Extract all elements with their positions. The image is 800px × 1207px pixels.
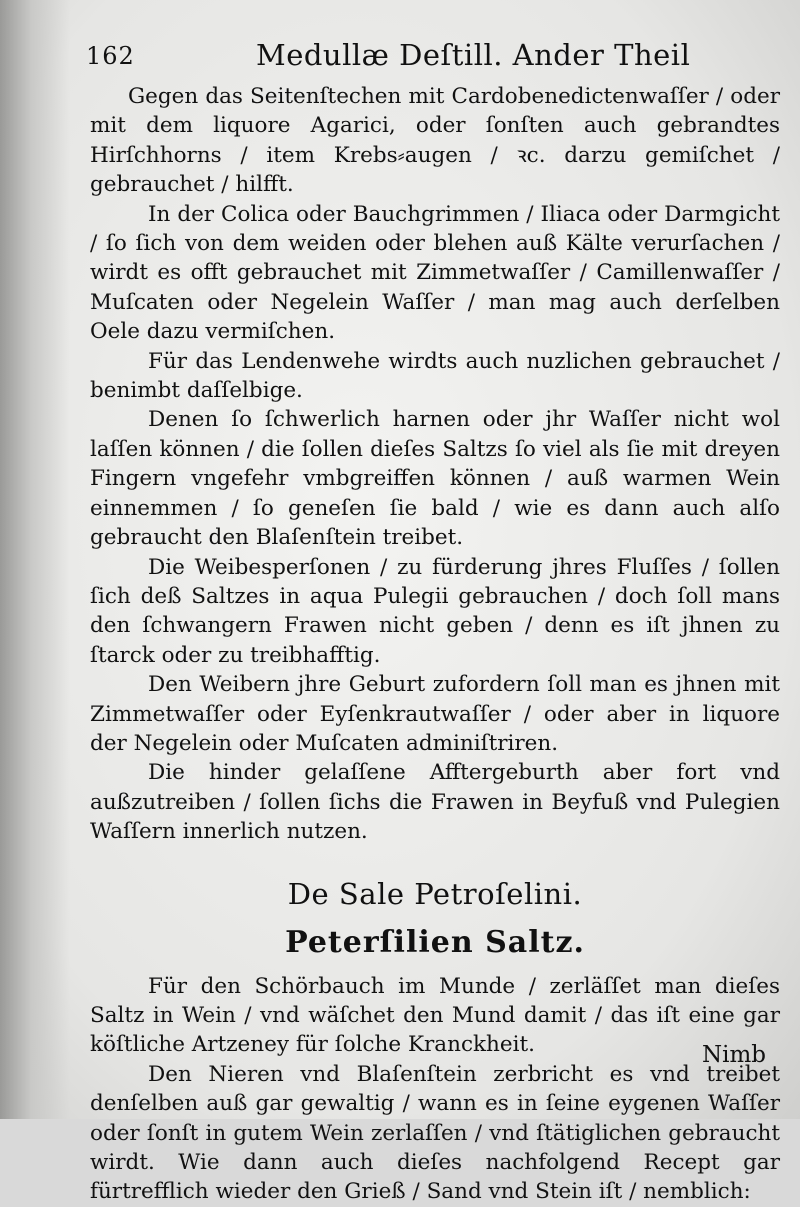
page-gutter-shadow xyxy=(0,0,70,1119)
paragraph: Die Weibesperſonen / zu fürderung jhres Fluſſes / ſollen ſich deß Saltzes in aqua Pulegii gebrauchen / doch ſoll mans den ſchwangern Frawen nicht geben / denn es iſt jhnen zu ſtarck oder zu treibhafftig. xyxy=(90,554,780,668)
paragraph: Für den Schörbauch im Munde / zerläſſet man dieſes Saltz in Wein / vnd wäſchet den Mund damit / das iſt eine gar köſtliche Artzeney für ſolche Kranckheit. xyxy=(90,973,780,1058)
running-head: Medullæ Deſtill. Ander Theil xyxy=(256,38,691,72)
catchword: Nimb xyxy=(701,1042,766,1068)
paragraph: Den Weibern jhre Geburt zufordern ſoll man es jhnen mit Zimmetwaſſer oder Eyſenkrautwaſſer / oder aber in liquore der Negelein oder Muſcaten adminiſtriren. xyxy=(90,672,780,756)
paragraph: In der Colica oder Bauchgrimmen / Iliaca oder Darmgicht / ſo ſich von dem weiden oder blehen auß Kälte verurſachen / wirdt es offt gebrauchet mit Zimmetwaſſer / Camillenwaſſer / Muſcaten oder Negelein Waſſer / man mag auch derſelben Oele dazu vermiſchen. xyxy=(90,201,780,345)
page-header xyxy=(86,38,730,78)
paragraph: Den Nieren vnd Blaſenſtein zerbricht es vnd treibet denſelben auß gar gewaltig / wann es in ſeine eygenen Waſſer oder ſonſt in gutem Wein zerlaſſen / vnd ſtätiglichen gebraucht wirdt. Wie dann auch dieſes nachfolgend Recept gar fürtrefflich wieder den Grieß / Sand vnd Stein iſt / nemblich: xyxy=(90,1061,780,1205)
paragraph: Gegen das Seitenſtechen mit Cardobenedictenwaſſer / oder mit dem liquore Agarici, oder ſonſten auch gebrandtes Hirſchhorns / item Krebs⸗augen / ꝛc. darzu gemiſchet / gebrauchet / hilfft. xyxy=(90,84,780,198)
paragraph: Für das Lendenwehe wirdts auch nuzlichen gebrauchet / benimbt daſſelbige. xyxy=(90,348,780,404)
page-number: 162 xyxy=(86,42,135,70)
paragraph: Die hinder gelaſſene Afftergeburth aber fort vnd außzutreiben / ſollen ſichs die Frawen in Beyfuß vnd Pulegien Waſſern innerlich nutzen. xyxy=(90,760,780,845)
section-title: De Sale Petroſelini. xyxy=(287,876,583,911)
body-text xyxy=(90,82,780,1207)
paragraph: Denen ſo ſchwerlich harnen oder jhr Waſſer nicht wol laſſen können / die ſollen dieſes Saltzs ſo viel als ſie mit dreyen Fingern vngefehr vmbgreiffen können / auß warmen Wein einnemmen / ſo geneſen ſie bald / wie es dann auch alſo gebraucht den Blaſenſtein treibet. xyxy=(90,407,780,551)
section-subtitle: Peterſilien Saltz. xyxy=(285,924,585,960)
